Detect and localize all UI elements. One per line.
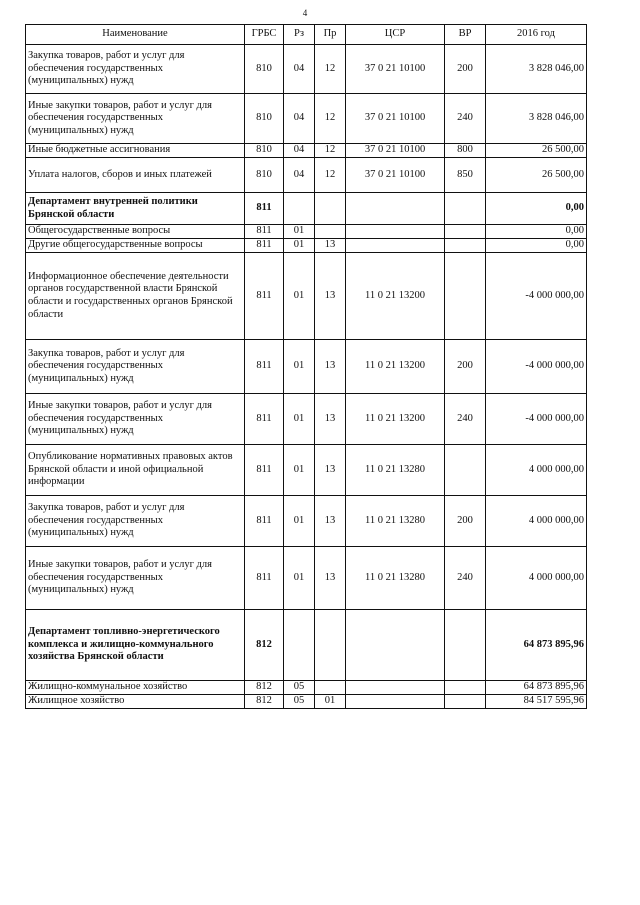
cell-rz: 01 (284, 239, 315, 253)
cell-grbs: 811 (245, 394, 284, 445)
cell-pr: 12 (315, 158, 346, 193)
cell-vr: 200 (445, 496, 486, 547)
cell-amount: 26 500,00 (486, 158, 587, 193)
cell-amount: -4 000 000,00 (486, 253, 587, 340)
cell-grbs: 812 (245, 695, 284, 709)
cell-vr: 200 (445, 45, 486, 94)
cell-pr: 13 (315, 239, 346, 253)
table-row (26, 496, 587, 547)
header-csr: ЦСР (346, 25, 445, 45)
cell-pr (315, 610, 346, 681)
table-body (26, 45, 587, 709)
cell-csr: 11 0 21 13280 (346, 496, 445, 547)
table-row (26, 681, 587, 695)
cell-csr: 37 0 21 10100 (346, 158, 445, 193)
cell-name: Опубликование нормативных правовых актов Брянской области и иной официальной информации (26, 445, 245, 496)
cell-vr (445, 193, 486, 225)
cell-rz: 01 (284, 225, 315, 239)
cell-rz (284, 610, 315, 681)
cell-rz: 05 (284, 681, 315, 695)
table-row (26, 547, 587, 610)
header-name: Наименование (26, 25, 245, 45)
cell-csr (346, 239, 445, 253)
cell-pr: 13 (315, 394, 346, 445)
cell-csr: 37 0 21 10100 (346, 45, 445, 94)
cell-csr: 11 0 21 13200 (346, 253, 445, 340)
cell-amount: 0,00 (486, 239, 587, 253)
cell-amount: 4 000 000,00 (486, 496, 587, 547)
cell-vr (445, 695, 486, 709)
cell-name: Жилищно-коммунальное хозяйство (26, 681, 245, 695)
cell-name: Иные закупки товаров, работ и услуг для обеспечения государственных (муниципальных) нужд (26, 94, 245, 144)
cell-amount: -4 000 000,00 (486, 394, 587, 445)
cell-csr (346, 225, 445, 239)
table-row (26, 193, 587, 225)
cell-pr: 12 (315, 94, 346, 144)
cell-grbs: 811 (245, 239, 284, 253)
cell-vr (445, 239, 486, 253)
cell-pr (315, 193, 346, 225)
cell-rz (284, 193, 315, 225)
cell-name: Информационное обеспечение деятельности органов государственной власти Брянской области и государственных органов Брянской области (26, 253, 245, 340)
table-row (26, 394, 587, 445)
cell-pr: 01 (315, 695, 346, 709)
cell-name: Департамент топливно-энергетического комплекса и жилищно-коммунального хозяйства Брянской области (26, 610, 245, 681)
cell-vr: 850 (445, 158, 486, 193)
page-number: 4 (302, 8, 308, 18)
cell-name: Закупка товаров, работ и услуг для обеспечения государственных (муниципальных) нужд (26, 340, 245, 394)
cell-pr (315, 681, 346, 695)
cell-pr: 13 (315, 253, 346, 340)
cell-pr (315, 225, 346, 239)
header-rz: Рз (284, 25, 315, 45)
cell-vr: 240 (445, 94, 486, 144)
table-row (26, 253, 587, 340)
cell-pr: 13 (315, 340, 346, 394)
table-row (26, 445, 587, 496)
cell-grbs: 811 (245, 340, 284, 394)
header-vr: ВР (445, 25, 486, 45)
cell-grbs: 811 (245, 445, 284, 496)
cell-amount: 4 000 000,00 (486, 445, 587, 496)
cell-csr (346, 610, 445, 681)
cell-name: Иные закупки товаров, работ и услуг для обеспечения государственных (муниципальных) нужд (26, 547, 245, 610)
cell-grbs: 810 (245, 45, 284, 94)
cell-name: Закупка товаров, работ и услуг для обеспечения государственных (муниципальных) нужд (26, 496, 245, 547)
cell-grbs: 810 (245, 144, 284, 158)
header-grbs: ГРБС (245, 25, 284, 45)
table-row (26, 610, 587, 681)
cell-rz: 01 (284, 445, 315, 496)
cell-name: Закупка товаров, работ и услуг для обеспечения государственных (муниципальных) нужд (26, 45, 245, 94)
cell-amount: 64 873 895,96 (486, 610, 587, 681)
cell-pr: 13 (315, 496, 346, 547)
cell-name: Общегосударственные вопросы (26, 225, 245, 239)
table-row (26, 695, 587, 709)
cell-pr: 13 (315, 445, 346, 496)
cell-name: Департамент внутренней политики Брянской области (26, 193, 245, 225)
cell-grbs: 811 (245, 496, 284, 547)
cell-name: Жилищное хозяйство (26, 695, 245, 709)
cell-vr: 200 (445, 340, 486, 394)
cell-grbs: 811 (245, 547, 284, 610)
cell-csr: 11 0 21 13200 (346, 340, 445, 394)
cell-grbs: 812 (245, 610, 284, 681)
cell-rz: 04 (284, 45, 315, 94)
cell-amount: 64 873 895,96 (486, 681, 587, 695)
cell-rz: 01 (284, 547, 315, 610)
cell-vr: 240 (445, 547, 486, 610)
cell-amount: 0,00 (486, 193, 587, 225)
table-row (26, 239, 587, 253)
cell-rz: 01 (284, 253, 315, 340)
cell-name: Другие общегосударственные вопросы (26, 239, 245, 253)
table-row (26, 158, 587, 193)
cell-amount: 3 828 046,00 (486, 94, 587, 144)
cell-vr (445, 253, 486, 340)
cell-grbs: 811 (245, 253, 284, 340)
cell-csr: 11 0 21 13200 (346, 394, 445, 445)
cell-name: Иные бюджетные ассигнования (26, 144, 245, 158)
cell-grbs: 812 (245, 681, 284, 695)
cell-amount: 84 517 595,96 (486, 695, 587, 709)
cell-csr (346, 193, 445, 225)
table-row (26, 225, 587, 239)
cell-csr (346, 681, 445, 695)
table-row (26, 45, 587, 94)
cell-csr: 11 0 21 13280 (346, 547, 445, 610)
cell-rz: 04 (284, 94, 315, 144)
cell-vr (445, 445, 486, 496)
cell-amount: 0,00 (486, 225, 587, 239)
cell-grbs: 810 (245, 158, 284, 193)
cell-amount: 26 500,00 (486, 144, 587, 158)
cell-grbs: 811 (245, 193, 284, 225)
table-header-row (26, 25, 587, 45)
cell-grbs: 811 (245, 225, 284, 239)
cell-vr (445, 610, 486, 681)
cell-pr: 12 (315, 144, 346, 158)
table-row (26, 144, 587, 158)
cell-grbs: 810 (245, 94, 284, 144)
cell-rz: 01 (284, 394, 315, 445)
cell-csr: 11 0 21 13280 (346, 445, 445, 496)
cell-pr: 12 (315, 45, 346, 94)
budget-table (25, 24, 587, 709)
cell-rz: 04 (284, 144, 315, 158)
cell-vr (445, 225, 486, 239)
cell-amount: -4 000 000,00 (486, 340, 587, 394)
cell-vr: 240 (445, 394, 486, 445)
cell-rz: 05 (284, 695, 315, 709)
cell-vr (445, 681, 486, 695)
cell-pr: 13 (315, 547, 346, 610)
cell-name: Иные закупки товаров, работ и услуг для обеспечения государственных (муниципальных) нужд (26, 394, 245, 445)
header-year: 2016 год (486, 25, 587, 45)
cell-amount: 3 828 046,00 (486, 45, 587, 94)
table-row (26, 94, 587, 144)
cell-csr: 37 0 21 10100 (346, 144, 445, 158)
cell-vr: 800 (445, 144, 486, 158)
table-row (26, 340, 587, 394)
cell-name: Уплата налогов, сборов и иных платежей (26, 158, 245, 193)
cell-rz: 04 (284, 158, 315, 193)
cell-csr (346, 695, 445, 709)
cell-csr: 37 0 21 10100 (346, 94, 445, 144)
cell-amount: 4 000 000,00 (486, 547, 587, 610)
cell-rz: 01 (284, 496, 315, 547)
cell-rz: 01 (284, 340, 315, 394)
header-pr: Пр (315, 25, 346, 45)
